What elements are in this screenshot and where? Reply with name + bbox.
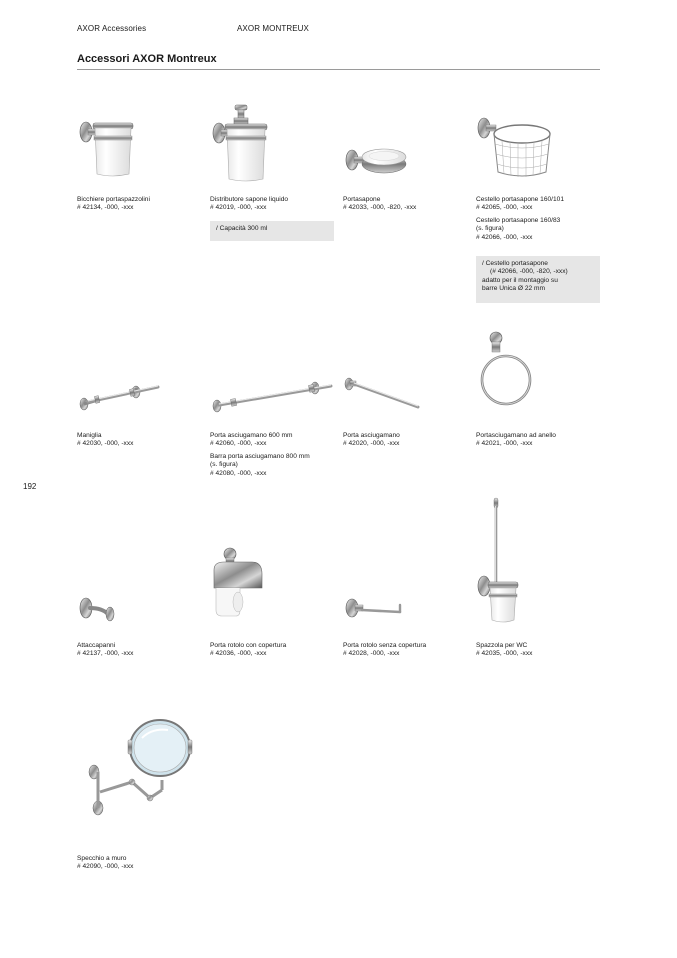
product-caption xyxy=(476,196,604,242)
towel-rail-icon xyxy=(343,376,421,412)
product-name: Bicchiere portaspazzolini xyxy=(77,196,150,203)
product-caption xyxy=(77,196,205,213)
product-caption xyxy=(77,855,205,872)
towel-ring-icon xyxy=(478,330,534,412)
product-name: Porta asciugamano 600 mm xyxy=(210,432,293,439)
product-alt-code: # 42080, -000, -xxx xyxy=(210,469,267,477)
soap-basket-icon xyxy=(476,112,552,182)
product-caption xyxy=(476,642,604,659)
covered-paper-holder-icon xyxy=(210,546,266,618)
product-code: # 42019, -000, -xxx xyxy=(210,204,267,212)
mounting-note xyxy=(476,256,600,303)
product-alt-note: (s. figura) xyxy=(476,225,504,233)
page-number: 192 xyxy=(23,482,37,491)
title-divider xyxy=(77,69,600,70)
capacity-note xyxy=(210,221,334,241)
product-name: Porta rotolo senza copertura xyxy=(343,642,427,649)
section-label: AXOR Accessories xyxy=(77,24,147,33)
note-text: / Cestello portasapone xyxy=(482,260,548,267)
note-text: adatto per il montaggio su xyxy=(482,276,558,284)
product-code: # 42028, -000, -xxx xyxy=(343,650,400,658)
product-code: # 42090, -000, -xxx xyxy=(77,863,134,871)
product-alt-name: Barra porta asciugamano 800 mm xyxy=(210,452,310,460)
note-text: barre Unica Ø 22 mm xyxy=(482,285,546,293)
product-caption xyxy=(210,196,338,213)
product-caption xyxy=(343,642,471,659)
product-code: # 42035, -000, -xxx xyxy=(476,650,533,658)
product-name: Portasapone xyxy=(343,196,381,203)
product-name: Cestello portasapone 160/101 xyxy=(476,196,564,203)
product-caption xyxy=(210,432,338,478)
tumbler-icon xyxy=(78,112,138,178)
product-name: Porta rotolo con copertura xyxy=(210,642,287,649)
note-text: / Capacità 300 ml xyxy=(216,225,268,232)
product-name: Porta asciugamano xyxy=(343,432,400,439)
product-caption xyxy=(77,642,205,659)
product-name: Portasciugamano ad anello xyxy=(476,432,556,439)
product-code: # 42030, -000, -xxx xyxy=(77,440,134,448)
robe-hook-icon xyxy=(78,594,118,624)
product-code: # 42021, -000, -xxx xyxy=(476,440,533,448)
page-title: Accessori AXOR Montreux xyxy=(77,53,217,65)
product-name: Distributore sapone liquido xyxy=(210,196,289,203)
soap-dispenser-icon xyxy=(211,103,271,183)
product-caption xyxy=(77,432,205,449)
product-code: # 42033, -000, -820, -xxx xyxy=(343,204,417,212)
product-code: # 42137, -000, -xxx xyxy=(77,650,134,658)
product-caption xyxy=(210,642,338,659)
product-alt-code: # 42066, -000, -xxx xyxy=(476,233,533,241)
product-name: Attaccapanni xyxy=(77,642,116,649)
product-name: Maniglia xyxy=(77,432,102,439)
grab-bar-icon xyxy=(78,380,160,414)
product-code: # 42020, -000, -xxx xyxy=(343,440,400,448)
product-code: # 42065, -000, -xxx xyxy=(476,204,533,212)
wall-mirror-icon xyxy=(78,718,194,822)
paper-holder-icon xyxy=(344,597,406,623)
product-name: Spazzola per WC xyxy=(476,642,528,649)
product-name: Specchio a muro xyxy=(77,855,127,862)
soap-dish-icon xyxy=(344,142,408,178)
towel-bar-icon xyxy=(211,378,335,414)
collection-label: AXOR MONTREUX xyxy=(237,24,309,33)
product-alt-name: Cestello portasapone 160/83 xyxy=(476,216,561,224)
note-text: (# 42066, -000, -820, -xxx) xyxy=(490,268,568,276)
product-code: # 42134, -000, -xxx xyxy=(77,204,134,212)
product-caption xyxy=(343,196,471,213)
toilet-brush-icon xyxy=(476,496,528,626)
product-code: # 42060, -000, -xxx xyxy=(210,440,267,448)
product-caption xyxy=(476,432,604,449)
product-code: # 42036, -000, -xxx xyxy=(210,650,267,658)
product-alt-note: (s. figura) xyxy=(210,461,238,469)
product-caption xyxy=(343,432,471,449)
